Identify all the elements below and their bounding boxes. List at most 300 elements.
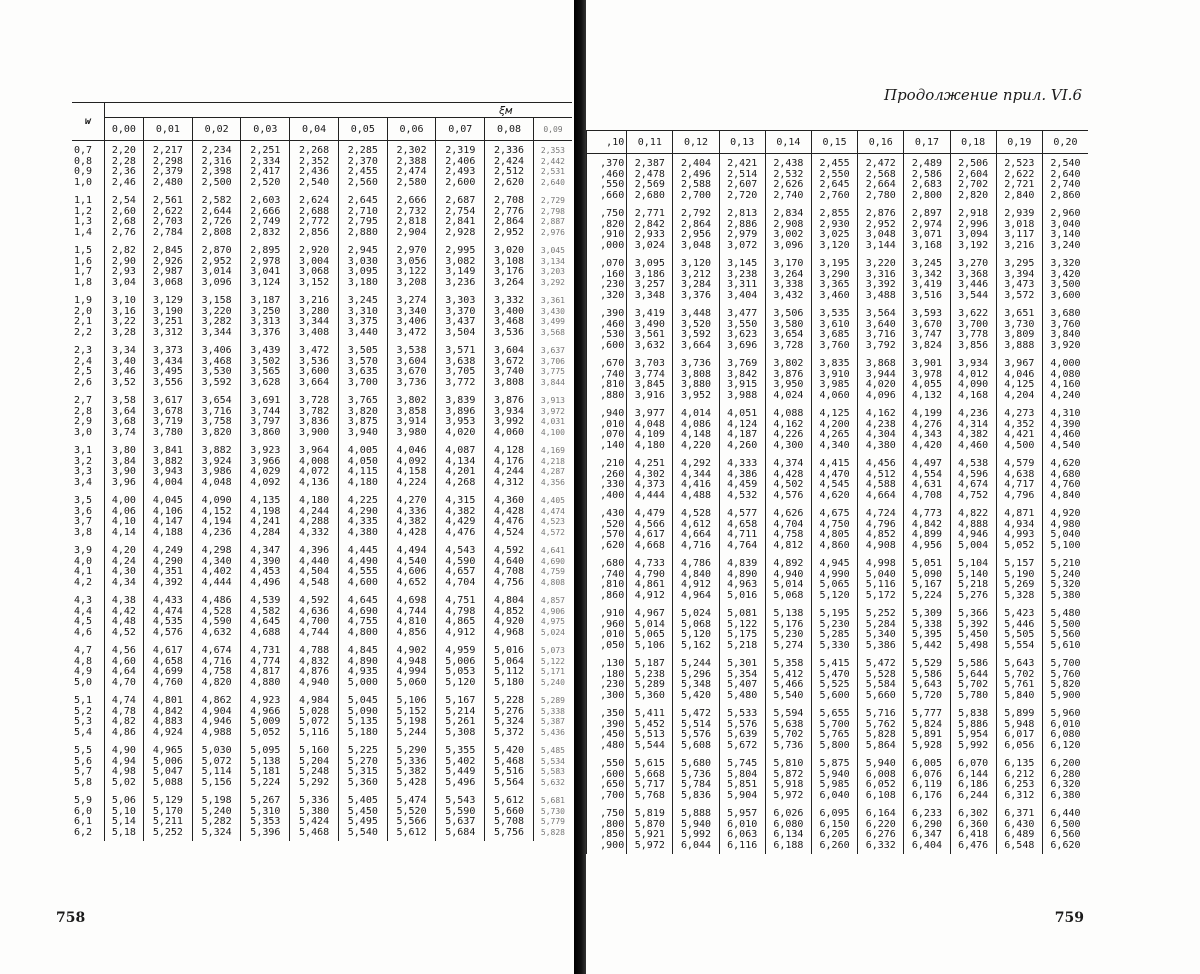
table-cell: 2,353 2,442 2,531 2,640: [533, 141, 572, 192]
table-cell: 2,645 2,710 2,795 2,880: [338, 191, 387, 241]
w-values: 2,7 2,8 2,9 3,0: [74, 395, 93, 438]
table-cell: 6,302 6,360 6,418 6,476: [950, 804, 996, 854]
table-cell: 2,455 2,550 2,645 2,760: [811, 154, 857, 205]
table-cell: 4,169 4,218 4,287 4,356: [533, 441, 572, 491]
table-cell: 3,835 3,910 3,985 4,060: [811, 354, 857, 404]
page-number-right: 759: [1054, 910, 1084, 926]
table-cell: 5,480 5,500 5,560 5,610: [1042, 604, 1088, 654]
table-cell: 3,158 3,220 3,282 3,344: [192, 291, 241, 341]
table-cell: 5,024 5,068 5,120 5,162: [673, 604, 719, 654]
table-cell: 2,404 2,496 2,588 2,700: [673, 154, 719, 205]
table-cell: 6,095 6,150 6,205 6,260: [811, 804, 857, 854]
table-cell: 5,336 5,380 5,424 5,468: [290, 791, 339, 841]
table-cell: 4,433 4,474 4,535 4,576: [144, 591, 193, 641]
table-cell: 3,535 3,610 3,685 3,760: [811, 304, 857, 354]
table-cell: 5,810 5,872 5,918 5,972: [765, 754, 811, 804]
table-cell: ,750 ,820 ,910 ,000: [587, 204, 627, 254]
table-cell: 5,415 5,470 5,525 5,600: [811, 654, 857, 704]
table-row-group: [72, 791, 572, 841]
table-row-group: [587, 254, 1089, 304]
table-row-group: [587, 604, 1089, 654]
w-values: 3,5 3,6 3,7 3,8: [74, 495, 93, 538]
table-cell: 3,129 3,190 3,251 3,312: [144, 291, 193, 341]
table-cell: 4,045 4,106 4,147 4,188: [144, 491, 193, 541]
table-cell: 3,680 3,760 3,840 3,920: [1042, 304, 1088, 354]
table-cell: 4,315 4,382 4,429 4,476: [436, 491, 485, 541]
table-cell: 2,708 2,776 2,864 2,952: [485, 191, 534, 241]
table-cell: 4,984 5,028 5,072 5,116: [290, 691, 339, 741]
left-page: [0, 0, 574, 974]
table-cell: 3,220 3,316 3,392 3,488: [858, 254, 904, 304]
table-cell: 4,225 4,290 4,335 4,380: [338, 491, 387, 541]
table-cell: 5,016 5,064 5,112 5,180: [485, 641, 534, 691]
table-cell: 4,374 4,428 4,502 4,576: [765, 454, 811, 504]
table-cell: 3,876 3,934 3,992 4,060: [485, 391, 534, 441]
table-cell: 3,303 3,370 3,437 3,504: [436, 291, 485, 341]
table-cell: 3,571 3,638 3,705 3,772: [436, 341, 485, 391]
table-cell: 4,902 4,948 4,994 5,060: [387, 641, 436, 691]
table-row-group: [72, 591, 572, 641]
table-cell: 3,617 3,678 3,719 3,780: [144, 391, 193, 441]
table-cell: 4,698 4,744 4,810 4,856: [387, 591, 436, 641]
table-cell: 5,472 5,514 5,576 5,608: [673, 704, 719, 754]
w-values: 5,5 5,6 5,7 5,8: [74, 745, 93, 788]
table-cell: 4,292 4,344 4,416 4,488: [673, 454, 719, 504]
table-cell: 5,485 5,534 5,583 5,632: [533, 741, 572, 791]
table-cell: 4,871 4,934 4,993 5,052: [996, 504, 1042, 554]
table-cell: 3,977 4,048 4,109 4,180: [627, 404, 673, 454]
table-cell: 4,773 4,842 4,899 4,956: [904, 504, 950, 554]
table-cell: 2,729 2,798 2,887 2,976: [533, 191, 572, 241]
table-cell: 5,081 5,122 5,175 5,218: [719, 604, 765, 654]
table-cell: 4,046 4,092 4,158 4,224: [387, 441, 436, 491]
table-cell: 3,58 3,64 3,68 3,74: [104, 391, 143, 441]
column-header: 0,17: [904, 131, 950, 154]
table-cell: 4,347 4,390 4,453 4,496: [241, 541, 290, 591]
column-header: 0,09: [533, 118, 572, 141]
left-column-headers: [72, 118, 572, 141]
table-cell: 2,792 2,864 2,956 3,048: [673, 204, 719, 254]
table-cell: 3,216 3,280 3,344 3,408: [290, 291, 339, 341]
page-number-left: 758: [56, 910, 86, 926]
table-cell: 4,626 4,704 4,758 4,812: [765, 504, 811, 554]
table-cell: 4,617 4,658 4,699 4,760: [144, 641, 193, 691]
table-cell: 4,592 4,640 4,708 4,756: [485, 541, 534, 591]
left-table-body: [72, 141, 572, 842]
table-cell: 5,655 5,700 5,765 5,800: [811, 704, 857, 754]
table-cell: 2,813 2,886 2,979 3,072: [719, 204, 765, 254]
table-cell: 4,396 4,440 4,504 4,548: [290, 541, 339, 591]
table-cell: 5,612 5,660 5,708 5,756: [485, 791, 534, 841]
table-cell: 4,786 4,840 4,912 4,964: [673, 554, 719, 604]
table-cell: 4,967 5,014 5,065 5,106: [627, 604, 673, 654]
table-cell: ,210 ,260 ,330 ,400: [587, 454, 627, 504]
table-cell: 4,494 4,540 4,606 4,652: [387, 541, 436, 591]
table-cell: 6,164 6,220 6,276 6,332: [858, 804, 904, 854]
table-cell: 3,765 3,820 3,875 3,940: [338, 391, 387, 441]
table-cell: 5,700 5,760 5,820 5,900: [1042, 654, 1088, 704]
table-cell: 4,251 4,302 4,373 4,444: [627, 454, 673, 504]
table-cell: 2,438 2,532 2,626 2,740: [765, 154, 811, 205]
running-title: Продолжение прил. VI.6: [884, 86, 1082, 104]
table-cell: 3,332 3,400 3,468 3,536: [485, 291, 534, 341]
table-cell: 3,538 3,604 3,670 3,736: [387, 341, 436, 391]
table-cell: 4,20 4,24 4,30 4,34: [104, 541, 143, 591]
table-row-group: [587, 354, 1089, 404]
table-cell: 2,472 2,568 2,664 2,780: [858, 154, 904, 205]
table-cell: 4,998 5,040 5,116 5,172: [858, 554, 904, 604]
table-cell: 5,474 5,520 5,566 5,612: [387, 791, 436, 841]
table-cell: ,130 ,180 ,230 ,300: [587, 654, 627, 704]
book-spine-gutter: [574, 0, 586, 974]
table-cell: 5,745 5,804 5,851 5,904: [719, 754, 765, 804]
table-cell: 4,862 4,904 4,946 4,988: [192, 691, 241, 741]
table-cell: 3,839 3,896 3,953 4,020: [436, 391, 485, 441]
table-cell: 3,419 3,490 3,561 3,632: [627, 304, 673, 354]
table-cell: 3,045 3,134 3,203 3,292: [533, 241, 572, 291]
table-cell: 3,841 3,882 3,943 4,004: [144, 441, 193, 491]
table-cell: 5,104 5,140 5,218 5,276: [950, 554, 996, 604]
table-cell: 3,295 3,394 3,473 3,572: [996, 254, 1042, 304]
right-table-body: [587, 154, 1089, 855]
table-cell: 4,56 4,60 4,64 4,70: [104, 641, 143, 691]
table-cell: 3,10 3,16 3,22 3,28: [104, 291, 143, 341]
column-header: 0,12: [673, 131, 719, 154]
table-cell: 2,771 2,842 2,933 3,024: [627, 204, 673, 254]
table-cell: 4,892 4,940 5,014 5,068: [765, 554, 811, 604]
table-cell: 3,967 4,046 4,125 4,204: [996, 354, 1042, 404]
table-cell: 3,506 3,580 3,654 3,728: [765, 304, 811, 354]
table-row-group: [72, 741, 572, 791]
table-cell: 4,415 4,470 4,545 4,620: [811, 454, 857, 504]
table-cell: 3,145 3,238 3,311 3,404: [719, 254, 765, 304]
table-cell: 3,505 3,570 3,635 3,700: [338, 341, 387, 391]
table-cell: 4,479 4,566 4,617 4,668: [627, 504, 673, 554]
table-cell: 3,34 3,40 3,46 3,52: [104, 341, 143, 391]
column-header: 0,07: [436, 118, 485, 141]
column-header: 0,05: [338, 118, 387, 141]
table-cell: 3,245 3,310 3,375 3,440: [338, 291, 387, 341]
table-cell: 3,095 3,186 3,257 3,348: [627, 254, 673, 304]
table-cell: 4,497 4,554 4,631 4,708: [904, 454, 950, 504]
table-cell: 2,876 2,952 3,048 3,144: [858, 204, 904, 254]
table-cell: 5,680 5,736 5,784 5,836: [673, 754, 719, 804]
table-cell: 2,319 2,406 2,493 2,600: [436, 141, 485, 192]
table-cell: 3,691 3,744 3,797 3,860: [241, 391, 290, 441]
table-cell: 5,405 5,450 5,495 5,540: [338, 791, 387, 841]
table-cell: 3,728 3,782 3,836 3,900: [290, 391, 339, 441]
table-row-group: [587, 304, 1089, 354]
table-cell: 4,90 4,94 4,98 5,02: [104, 741, 143, 791]
table-cell: 4,731 4,774 4,817 4,880: [241, 641, 290, 691]
table-cell: 5,819 5,870 5,921 5,972: [627, 804, 673, 854]
table-cell: 5,290 5,336 5,382 5,428: [387, 741, 436, 791]
table-cell: 2,970 3,056 3,122 3,208: [387, 241, 436, 291]
table-cell: 5,366 5,392 5,450 5,498: [950, 604, 996, 654]
column-header: 0,08: [485, 118, 534, 141]
table-row-group: [72, 241, 572, 291]
table-cell: 3,964 4,008 4,072 4,136: [290, 441, 339, 491]
column-header: 0,15: [811, 131, 857, 154]
table-cell: 2,268 2,352 2,436 2,540: [290, 141, 339, 192]
column-header: 0,06: [387, 118, 436, 141]
table-cell: 5,940 6,008 6,052 6,108: [858, 754, 904, 804]
table-cell: ,910 ,960 ,010 ,050: [587, 604, 627, 654]
table-cell: 4,577 4,658 4,711 4,764: [719, 504, 765, 554]
column-header: 0,02: [192, 118, 241, 141]
table-cell: 4,804 4,852 4,920 4,968: [485, 591, 534, 641]
column-header: 0,13: [719, 131, 765, 154]
table-cell: 2,897 2,974 3,071 3,168: [904, 204, 950, 254]
table-cell: 4,543 4,590 4,657 4,704: [436, 541, 485, 591]
table-cell: ,750 ,800 ,850 ,900: [587, 804, 627, 854]
table-cell: 3,564 3,640 3,716 3,792: [858, 304, 904, 354]
table-cell: 4,180 4,244 4,288 4,332: [290, 491, 339, 541]
table-cell: 2,285 2,370 2,455 2,560: [338, 141, 387, 192]
table-cell: 6,200 6,280 6,320 6,380: [1042, 754, 1088, 804]
table-cell: 3,170 3,264 3,338 3,432: [765, 254, 811, 304]
table-cell: ,430 ,520 ,570 ,620: [587, 504, 627, 554]
table-cell: 2,20 2,28 2,36 2,46: [104, 141, 143, 192]
table-cell: 5,051 5,090 5,167 5,224: [904, 554, 950, 604]
column-header: 0,11: [627, 131, 673, 154]
table-cell: 5,267 5,310 5,353 5,396: [241, 791, 290, 841]
table-cell: 3,187 3,250 3,313 3,376: [241, 291, 290, 341]
table-cell: 5,167 5,214 5,261 5,308: [436, 691, 485, 741]
table-cell: 5,899 5,948 6,017 6,056: [996, 704, 1042, 754]
table-cell: 5,06 5,10 5,14 5,18: [104, 791, 143, 841]
table-cell: 2,834 2,908 3,002 3,096: [765, 204, 811, 254]
left-data-table: [72, 102, 572, 841]
table-cell: 3,448 3,520 3,592 3,664: [673, 304, 719, 354]
table-cell: 2,82 2,90 2,93 3,04: [104, 241, 143, 291]
table-cell: 4,528 4,612 4,664 4,716: [673, 504, 719, 554]
table-cell: 3,270 3,368 3,446 3,544: [950, 254, 996, 304]
table-cell: 3,654 3,716 3,758 3,820: [192, 391, 241, 441]
table-cell: ,370 ,460 ,550 ,660: [587, 154, 627, 205]
table-cell: 4,38 4,42 4,48 4,52: [104, 591, 143, 641]
table-cell: 5,106 5,152 5,198 5,244: [387, 691, 436, 741]
table-cell: 3,406 3,468 3,530 3,592: [192, 341, 241, 391]
table-cell: 4,270 4,336 4,382 4,428: [387, 491, 436, 541]
table-cell: 2,920 3,004 3,068 3,152: [290, 241, 339, 291]
table-cell: 3,802 3,876 3,950 4,024: [765, 354, 811, 404]
w-values: 0,7 0,8 0,9 1,0: [74, 145, 93, 188]
table-cell: 4,751 4,798 4,865 4,912: [436, 591, 485, 641]
table-cell: 3,934 4,012 4,090 4,168: [950, 354, 996, 404]
table-row-group: [72, 491, 572, 541]
table-cell: 5,358 5,412 5,466 5,540: [765, 654, 811, 704]
table-cell: 2,489 2,586 2,683 2,800: [904, 154, 950, 205]
table-cell: 4,298 4,340 4,402 4,444: [192, 541, 241, 591]
table-cell: 5,198 5,240 5,282 5,324: [192, 791, 241, 841]
table-cell: 6,070 6,144 6,186 6,244: [950, 754, 996, 804]
table-cell: 4,959 5,006 5,053 5,120: [436, 641, 485, 691]
table-cell: 2,336 2,424 2,512 2,620: [485, 141, 534, 192]
table-cell: 4,539 4,582 4,645 4,688: [241, 591, 290, 641]
column-header: 0,03: [241, 118, 290, 141]
table-cell: 2,506 2,604 2,702 2,820: [950, 154, 996, 205]
table-cell: 5,888 5,940 5,992 6,044: [673, 804, 719, 854]
table-row-group: [72, 541, 572, 591]
table-cell: 2,217 2,298 2,379 2,480: [144, 141, 193, 192]
column-header: 0,19: [996, 131, 1042, 154]
table-cell: 4,620 4,680 4,760 4,840: [1042, 454, 1088, 504]
table-cell: 4,822 4,888 4,946 5,004: [950, 504, 996, 554]
w-values: 5,9 6,0 6,1 6,2: [74, 795, 93, 838]
table-cell: 4,724 4,796 4,852 4,908: [858, 504, 904, 554]
table-cell: 5,533 5,576 5,639 5,672: [719, 704, 765, 754]
table-cell: 5,529 5,586 5,643 5,720: [904, 654, 950, 704]
table-cell: 2,603 2,666 2,749 2,832: [241, 191, 290, 241]
table-cell: 4,486 4,528 4,590 4,632: [192, 591, 241, 641]
table-cell: 5,643 5,702 5,761 5,840: [996, 654, 1042, 704]
table-cell: 2,302 2,388 2,474 2,580: [387, 141, 436, 192]
column-header: 0,01: [144, 118, 193, 141]
table-cell: 2,54 2,60 2,68 2,76: [104, 191, 143, 241]
table-cell: 5,472 5,528 5,584 5,660: [858, 654, 904, 704]
table-cell: ,070 ,160 ,230 ,320: [587, 254, 627, 304]
right-data-table: [586, 130, 1088, 854]
table-cell: 3,604 3,672 3,740 3,808: [485, 341, 534, 391]
table-cell: 2,845 2,926 2,987 3,068: [144, 241, 193, 291]
table-cell: 3,373 3,434 3,495 3,556: [144, 341, 193, 391]
table-cell: 4,162 4,238 4,304 4,380: [858, 404, 904, 454]
w-values: 5,1 5,2 5,3 5,4: [74, 695, 93, 738]
table-cell: 4,360 4,428 4,476 4,524: [485, 491, 534, 541]
column-header: 0,14: [765, 131, 811, 154]
table-cell: 4,645 4,690 4,755 4,800: [338, 591, 387, 641]
table-cell: 5,411 5,452 5,513 5,544: [627, 704, 673, 754]
table-cell: 3,439 3,502 3,565 3,628: [241, 341, 290, 391]
table-cell: 3,593 3,670 3,747 3,824: [904, 304, 950, 354]
table-cell: 2,523 2,622 2,721 2,840: [996, 154, 1042, 205]
table-cell: 4,456 4,512 4,588 4,664: [858, 454, 904, 504]
table-cell: 3,477 3,550 3,623 3,696: [719, 304, 765, 354]
table-cell: 5,095 5,138 5,181 5,224: [241, 741, 290, 791]
table-cell: 4,00 4,06 4,10 4,14: [104, 491, 143, 541]
table-cell: 5,289 5,338 5,387 5,436: [533, 691, 572, 741]
table-cell: 5,681 5,730 5,779 5,828: [533, 791, 572, 841]
table-cell: 2,421 2,514 2,607 2,720: [719, 154, 765, 205]
table-cell: 4,405 4,474 4,523 4,572: [533, 491, 572, 541]
table-cell: 3,80 3,84 3,90 3,96: [104, 441, 143, 491]
table-cell: 5,543 5,590 5,637 5,684: [436, 791, 485, 841]
table-row-group: [72, 441, 572, 491]
table-cell: 4,945 4,990 5,065 5,120: [811, 554, 857, 604]
table-cell: 4,249 4,290 4,351 4,392: [144, 541, 193, 591]
table-cell: 2,960 3,040 3,140 3,240: [1042, 204, 1088, 254]
table-cell: 6,440 6,500 6,560 6,620: [1042, 804, 1088, 854]
table-cell: 4,051 4,124 4,187 4,260: [719, 404, 765, 454]
table-cell: 5,777 5,824 5,891 5,928: [904, 704, 950, 754]
zeta-header: ξм: [104, 103, 572, 118]
table-cell: 5,957 6,010 6,063 6,116: [719, 804, 765, 854]
table-cell: 3,913 3,972 4,031 4,100: [533, 391, 572, 441]
table-cell: 5,157 5,190 5,269 5,328: [996, 554, 1042, 604]
table-cell: 5,228 5,276 5,324 5,372: [485, 691, 534, 741]
table-row-group: [72, 141, 572, 192]
table-cell: 3,361 3,430 3,499 3,568: [533, 291, 572, 341]
table-cell: 5,615 5,668 5,717 5,768: [627, 754, 673, 804]
table-cell: 5,138 5,176 5,230 5,274: [765, 604, 811, 654]
column-header: 0,04: [290, 118, 339, 141]
table-cell: 4,839 4,890 4,963 5,016: [719, 554, 765, 604]
table-cell: 5,129 5,170 5,211 5,252: [144, 791, 193, 841]
table-cell: 5,244 5,296 5,348 5,420: [673, 654, 719, 704]
table-row-group: [72, 291, 572, 341]
table-cell: 4,920 4,980 5,040 5,100: [1042, 504, 1088, 554]
table-cell: 5,210 5,240 5,320 5,380: [1042, 554, 1088, 604]
table-cell: 3,703 3,774 3,845 3,916: [627, 354, 673, 404]
table-cell: 3,622 3,700 3,778 3,856: [950, 304, 996, 354]
table-cell: 3,882 3,924 3,986 4,048: [192, 441, 241, 491]
table-cell: 3,901 3,978 4,055 4,132: [904, 354, 950, 404]
table-cell: 4,128 4,176 4,244 4,312: [485, 441, 534, 491]
table-cell: 5,875 5,940 5,985 6,040: [811, 754, 857, 804]
table-cell: 3,472 3,536 3,600 3,664: [290, 341, 339, 391]
table-cell: 6,005 6,076 6,119 6,176: [904, 754, 950, 804]
table-cell: 4,674 4,716 4,758 4,820: [192, 641, 241, 691]
table-cell: 3,020 3,108 3,176 3,264: [485, 241, 534, 291]
table-cell: 2,666 2,732 2,818 2,904: [387, 191, 436, 241]
w-values: 3,9 4,0 4,1 4,2: [74, 545, 93, 588]
table-cell: 4,965 5,006 5,047 5,088: [144, 741, 193, 791]
table-cell: 6,233 6,290 6,347 6,404: [904, 804, 950, 854]
table-cell: 2,895 2,978 3,041 3,124: [241, 241, 290, 291]
table-cell: 2,624 2,688 2,772 2,856: [290, 191, 339, 241]
table-cell: 2,918 2,996 3,094 3,192: [950, 204, 996, 254]
table-cell: 4,088 4,162 4,226 4,300: [765, 404, 811, 454]
column-header: 0,20: [1042, 131, 1088, 154]
table-cell: 3,245 3,342 3,419 3,516: [904, 254, 950, 304]
w-values: 1,9 2,0 2,1 2,2: [74, 295, 93, 338]
table-cell: 5,423 5,446 5,505 5,554: [996, 604, 1042, 654]
table-row-group: [587, 554, 1089, 604]
table-row-group: [72, 391, 572, 441]
table-cell: 4,74 4,78 4,82 4,86: [104, 691, 143, 741]
table-cell: 5,045 5,090 5,135 5,180: [338, 691, 387, 741]
table-cell: 4,005 4,050 4,115 4,180: [338, 441, 387, 491]
table-cell: 5,073 5,122 5,171 5,240: [533, 641, 572, 691]
left-header-zeta-row: [72, 103, 572, 118]
table-cell: ,350 ,390 ,450 ,480: [587, 704, 627, 754]
table-cell: 5,187 5,238 5,289 5,360: [627, 654, 673, 704]
w-values: 4,7 4,8 4,9 5,0: [74, 645, 93, 688]
table-cell: 4,857 4,906 4,975 5,024: [533, 591, 572, 641]
table-row-group: [72, 191, 572, 241]
table-cell: 4,000 4,080 4,160 4,240: [1042, 354, 1088, 404]
table-cell: 4,801 4,842 4,883 4,924: [144, 691, 193, 741]
w-values: 1,1 1,2 1,3 1,4: [74, 195, 93, 238]
column-header: ,10: [587, 131, 627, 154]
table-cell: 5,309 5,338 5,395 5,442: [904, 604, 950, 654]
table-cell: 2,561 2,622 2,703 2,784: [144, 191, 193, 241]
table-cell: 4,135 4,198 4,241 4,284: [241, 491, 290, 541]
table-cell: 4,273 4,352 4,421 4,500: [996, 404, 1042, 454]
table-cell: 5,355 5,402 5,449 5,496: [436, 741, 485, 791]
table-cell: 4,675 4,750 4,805 4,860: [811, 504, 857, 554]
table-cell: ,550 ,600 ,650 ,700: [587, 754, 627, 804]
column-header: 0,18: [950, 131, 996, 154]
column-header: 0,16: [858, 131, 904, 154]
table-cell: 6,371 6,430 6,489 6,548: [996, 804, 1042, 854]
table-cell: 2,540 2,640 2,740 2,860: [1042, 154, 1088, 205]
table-row-group: [587, 404, 1089, 454]
table-row-group: [587, 754, 1089, 804]
table-cell: 2,687 2,754 2,841 2,928: [436, 191, 485, 241]
table-cell: ,390 ,460 ,530 ,600: [587, 304, 627, 354]
